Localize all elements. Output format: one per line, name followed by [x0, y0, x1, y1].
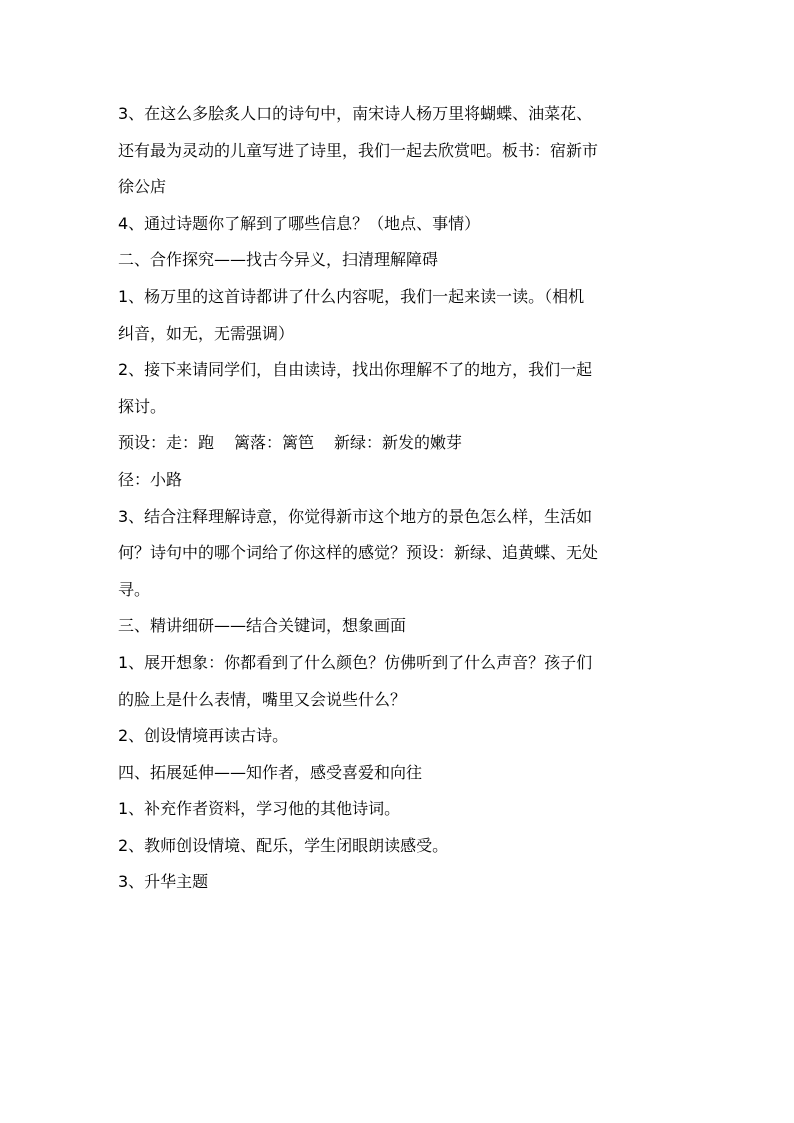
- paragraph-line: 1、杨万里的这首诗都讲了什么内容呢，我们一起来读一读。（相机: [118, 286, 585, 306]
- preset-line: [118, 433, 680, 453]
- paragraph-line: 2、创设情境再读古诗。: [118, 726, 289, 746]
- paragraph-line: 徐公店: [118, 177, 167, 197]
- document-page: [118, 104, 680, 909]
- paragraph-line: 3、升华主题: [118, 872, 209, 892]
- paragraph-line: 2、教师创设情境、配乐，学生闭眼朗读感受。: [118, 835, 449, 855]
- section-heading: 二、合作探究——找古今异义，扫清理解障碍: [118, 250, 439, 270]
- preset-item: 新绿：新发的嫩芽: [334, 433, 463, 453]
- preset-item: 篱落：篱笆: [234, 433, 315, 453]
- paragraph-line: 的脸上是什么表情，嘴里又会说些什么？: [118, 689, 407, 709]
- paragraph-line: 2、接下来请同学们，自由读诗，找出你理解不了的地方，我们一起: [118, 360, 593, 380]
- section-heading: 三、精讲细研——结合关键词，想象画面: [118, 616, 407, 636]
- preset-item: 预设：走：跑: [118, 433, 215, 453]
- paragraph-line: 寻。: [118, 579, 151, 599]
- section-heading: 四、拓展延伸——知作者，感受喜爱和向往: [118, 762, 423, 782]
- paragraph-line: 3、在这么多脍炙人口的诗句中，南宋诗人杨万里将蝴蝶、油菜花、: [118, 104, 593, 123]
- paragraph-line: 何？诗句中的哪个词给了你这样的感觉？预设：新绿、追黄蝶、无处: [118, 543, 599, 563]
- paragraph-line: 纠音，如无，无需强调）: [118, 323, 295, 343]
- paragraph-line: 3、结合注释理解诗意，你觉得新市这个地方的景色怎么样，生活如: [118, 506, 593, 526]
- paragraph-line: 还有最为灵动的儿童写进了诗里，我们一起去欣赏吧。板书：宿新市: [118, 140, 599, 160]
- paragraph-line: 1、补充作者资料，学习他的其他诗词。: [118, 799, 401, 819]
- paragraph-line: 径：小路: [118, 469, 183, 489]
- paragraph-line: 4、通过诗题你了解到了哪些信息？（地点、事情）: [118, 213, 481, 233]
- paragraph-line: 1、展开想象：你都看到了什么颜色？仿佛听到了什么声音？孩子们: [118, 652, 593, 672]
- paragraph-line: 探讨。: [118, 396, 167, 416]
